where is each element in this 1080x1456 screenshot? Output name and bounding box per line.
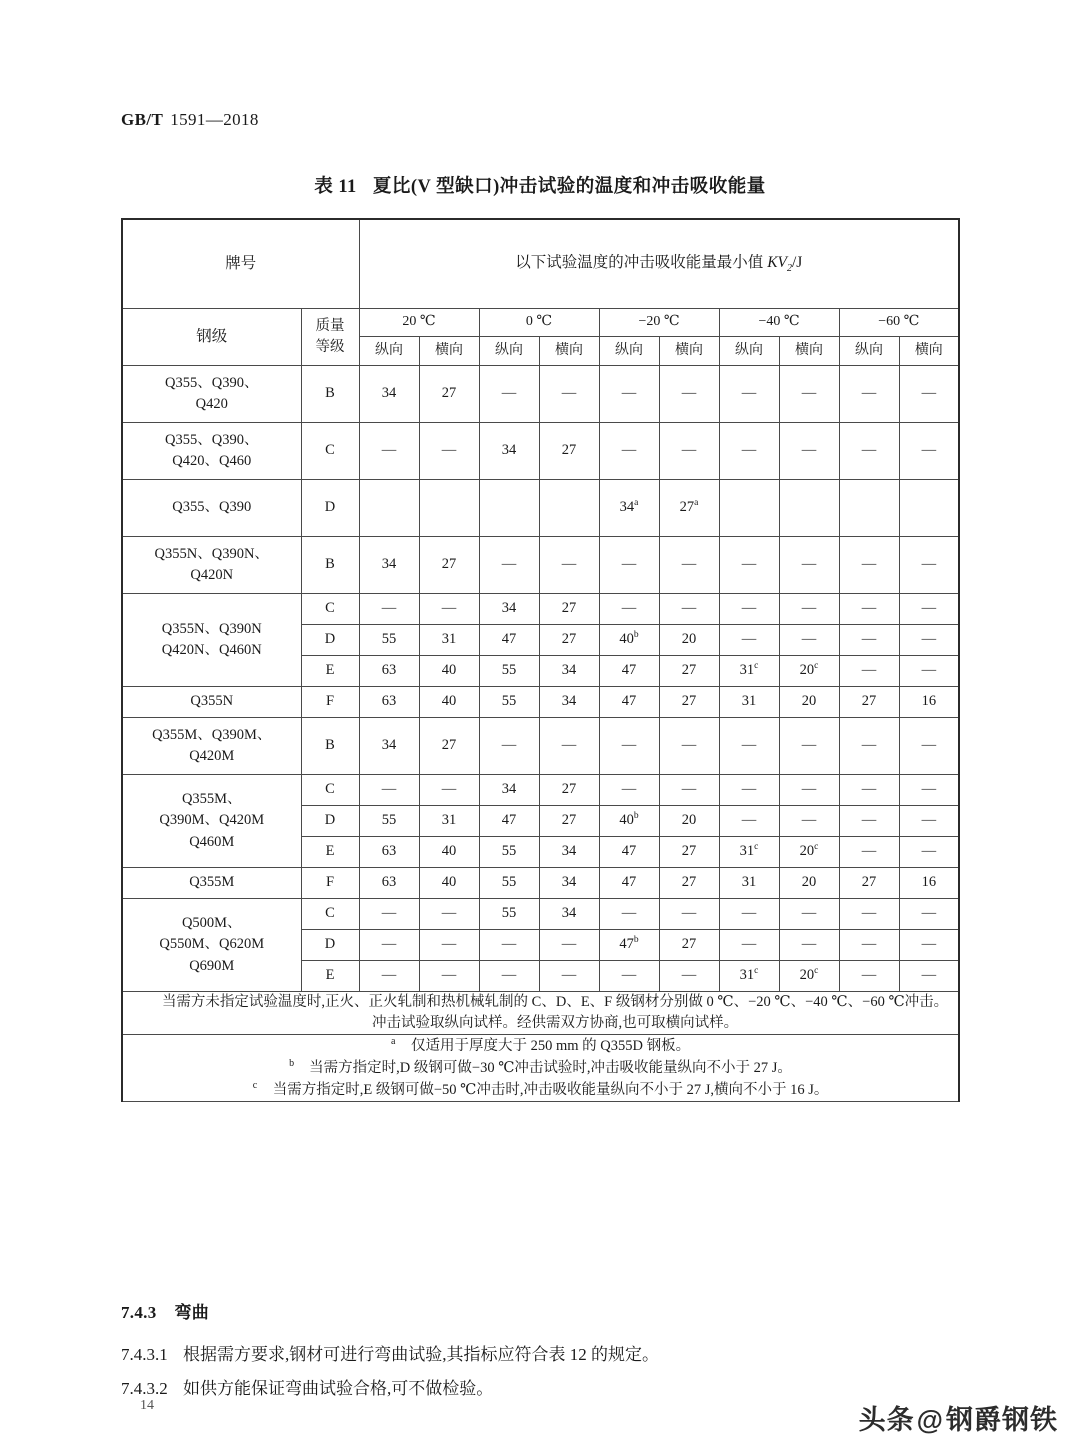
- footnote-marker: b: [633, 935, 639, 946]
- impact-energy-table: [121, 218, 960, 1102]
- cell-impact-value: —: [419, 594, 479, 625]
- watermark-name: 钢爵钢铁: [946, 1405, 1058, 1435]
- cell-impact-value: 40: [419, 868, 479, 899]
- header-dir-long-1: 纵向: [359, 337, 419, 366]
- cell-impact-value: 55: [479, 899, 539, 930]
- footnote-text: 仅适用于厚度大于 250 mm 的 Q355D 钢板。: [411, 1037, 691, 1054]
- cell-impact-value: 27: [539, 625, 599, 656]
- cell-impact-value: —: [839, 837, 899, 868]
- cell-impact-value: —: [479, 366, 539, 423]
- cell-impact-value: 34: [539, 899, 599, 930]
- cell-impact-value: 27: [659, 837, 719, 868]
- cell-impact-value: —: [779, 806, 839, 837]
- cell-steel-grade: Q355M、 Q390M、Q420M Q460M: [122, 775, 301, 868]
- cell-impact-value: 27: [419, 718, 479, 775]
- footnote-mark: b: [289, 1057, 295, 1069]
- watermark: [859, 1398, 1058, 1437]
- cell-impact-value: —: [899, 594, 959, 625]
- cell-impact-value: 40: [419, 656, 479, 687]
- table-row: [122, 423, 959, 480]
- cell-impact-value: —: [899, 961, 959, 992]
- cell-impact-value: —: [779, 366, 839, 423]
- cell-impact-value: —: [599, 718, 659, 775]
- cell-impact-value: 47: [599, 687, 659, 718]
- cell-impact-value: —: [599, 366, 659, 423]
- cell-impact-value: 20: [779, 687, 839, 718]
- cell-impact-value: —: [899, 806, 959, 837]
- cell-impact-value: —: [659, 594, 719, 625]
- cell-impact-value: —: [599, 594, 659, 625]
- cell-impact-value: —: [479, 930, 539, 961]
- section-heading-number: 7.4.3: [121, 1303, 157, 1322]
- cell-impact-value: —: [599, 961, 659, 992]
- table-foot: [122, 992, 959, 1102]
- cell-impact-value: [539, 480, 599, 537]
- header-temp-20: 20 ℃: [359, 309, 479, 337]
- header-energy-unit: /J: [792, 253, 803, 271]
- cell-impact-value: 20$^c$: [779, 656, 839, 687]
- cell-impact-value: —: [659, 423, 719, 480]
- running-head: [121, 110, 259, 130]
- footnote-marker: c: [814, 966, 819, 977]
- cell-impact-value: —: [599, 423, 659, 480]
- footnote-marker: c: [754, 966, 759, 977]
- cell-impact-value: 27: [539, 775, 599, 806]
- cell-impact-value: —: [839, 961, 899, 992]
- standard-number: 1591—2018: [170, 110, 259, 129]
- cell-impact-value: —: [719, 594, 779, 625]
- cell-steel-grade: Q500M、 Q550M、Q620M Q690M: [122, 899, 301, 992]
- cell-impact-value: 34: [539, 837, 599, 868]
- cell-impact-value: —: [839, 594, 899, 625]
- cell-impact-value: 34: [539, 656, 599, 687]
- cell-impact-value: 55: [359, 625, 419, 656]
- cell-impact-value: —: [479, 537, 539, 594]
- header-energy-kv: [767, 253, 792, 274]
- cell-impact-value: —: [899, 366, 959, 423]
- header-quality: [301, 309, 359, 366]
- cell-impact-value: 47: [479, 625, 539, 656]
- cell-impact-value: —: [839, 423, 899, 480]
- header-temp-m40: −40 ℃: [719, 309, 839, 337]
- cell-quality-grade: D: [301, 930, 359, 961]
- section-heading-743: [121, 1298, 209, 1323]
- standard-code: GB/T: [121, 110, 164, 129]
- cell-impact-value: 63: [359, 656, 419, 687]
- cell-impact-value: —: [719, 930, 779, 961]
- cell-impact-value: —: [599, 899, 659, 930]
- table-11-container: [121, 218, 959, 1102]
- paragraph-7432: [121, 1374, 493, 1399]
- footnote-marker: c: [754, 661, 759, 672]
- table-row: [122, 718, 959, 775]
- header-dir-long-2: 纵向: [479, 337, 539, 366]
- table-note: 冲击试验取纵向试样。经供需双方协商,也可取横向试样。: [372, 1015, 739, 1032]
- cell-impact-value: —: [659, 537, 719, 594]
- table-footnotes: [122, 1035, 959, 1102]
- cell-steel-grade: Q355N、Q390N、 Q420N: [122, 537, 301, 594]
- cell-impact-value: —: [719, 806, 779, 837]
- cell-impact-value: 63: [359, 868, 419, 899]
- table-caption: [0, 172, 1080, 198]
- cell-impact-value: [779, 480, 839, 537]
- kv-subscript: 2: [787, 262, 792, 274]
- table-caption-label: 表 11: [314, 177, 357, 197]
- cell-impact-value: 47: [599, 837, 659, 868]
- cell-steel-grade: Q355M: [122, 868, 301, 899]
- table-footnote: [123, 1057, 958, 1079]
- cell-impact-value: —: [659, 366, 719, 423]
- cell-impact-value: —: [719, 423, 779, 480]
- cell-impact-value: 16: [899, 687, 959, 718]
- cell-impact-value: 34: [479, 423, 539, 480]
- cell-impact-value: —: [899, 899, 959, 930]
- cell-impact-value: 31: [419, 625, 479, 656]
- cell-impact-value: —: [779, 625, 839, 656]
- cell-impact-value: 20: [659, 806, 719, 837]
- cell-impact-value: [419, 480, 479, 537]
- header-row-temps: [122, 309, 959, 337]
- paragraph-7432-number: 7.4.3.2: [121, 1379, 168, 1398]
- cell-impact-value: —: [539, 537, 599, 594]
- header-dir-trans-4: 横向: [779, 337, 839, 366]
- table-row: [122, 480, 959, 537]
- cell-impact-value: —: [719, 899, 779, 930]
- cell-impact-value: —: [419, 899, 479, 930]
- paragraph-7432-text: 如供方能保证弯曲试验合格,可不做检验。: [183, 1379, 494, 1398]
- cell-quality-grade: B: [301, 537, 359, 594]
- cell-quality-grade: F: [301, 687, 359, 718]
- cell-impact-value: —: [719, 625, 779, 656]
- cell-impact-value: [359, 480, 419, 537]
- cell-steel-grade: Q355M、Q390M、 Q420M: [122, 718, 301, 775]
- cell-impact-value: —: [719, 537, 779, 594]
- header-energy: [359, 219, 959, 309]
- cell-impact-value: —: [839, 625, 899, 656]
- header-quality-line1: 质量: [315, 317, 345, 334]
- footnote-marker: c: [754, 842, 759, 853]
- section-heading-title: 弯曲: [174, 1303, 210, 1322]
- cell-impact-value: —: [539, 930, 599, 961]
- header-dir-long-5: 纵向: [839, 337, 899, 366]
- table-row: [122, 594, 959, 625]
- cell-quality-grade: C: [301, 423, 359, 480]
- paragraph-7431-text: 根据需方要求,钢材可进行弯曲试验,其指标应符合表 12 的规定。: [183, 1345, 659, 1364]
- cell-impact-value: 31$^c$: [719, 837, 779, 868]
- cell-impact-value: 20: [779, 868, 839, 899]
- table-footnote: [123, 1035, 958, 1057]
- cell-impact-value: 27: [539, 423, 599, 480]
- cell-impact-value: —: [779, 775, 839, 806]
- cell-impact-value: —: [359, 775, 419, 806]
- cell-impact-value: 27: [659, 930, 719, 961]
- cell-quality-grade: D: [301, 625, 359, 656]
- cell-impact-value: —: [539, 961, 599, 992]
- cell-impact-value: 27: [539, 806, 599, 837]
- header-grade: 钢级: [122, 309, 301, 366]
- cell-impact-value: —: [539, 718, 599, 775]
- header-temp-0: 0 ℃: [479, 309, 599, 337]
- cell-impact-value: —: [419, 961, 479, 992]
- cell-impact-value: —: [659, 899, 719, 930]
- cell-impact-value: —: [839, 718, 899, 775]
- cell-impact-value: 20$^c$: [779, 961, 839, 992]
- cell-impact-value: —: [899, 837, 959, 868]
- cell-impact-value: 47: [599, 868, 659, 899]
- cell-impact-value: —: [479, 961, 539, 992]
- cell-impact-value: —: [899, 423, 959, 480]
- cell-impact-value: —: [839, 775, 899, 806]
- cell-impact-value: 31$^c$: [719, 961, 779, 992]
- cell-impact-value: 40: [419, 837, 479, 868]
- cell-impact-value: 47: [479, 806, 539, 837]
- cell-impact-value: 31: [719, 687, 779, 718]
- footnote-marker: c: [814, 661, 819, 672]
- header-quality-line2: 等级: [315, 339, 345, 355]
- cell-impact-value: —: [659, 718, 719, 775]
- footnote-marker: b: [633, 811, 639, 822]
- cell-impact-value: —: [479, 718, 539, 775]
- cell-quality-grade: E: [301, 656, 359, 687]
- cell-impact-value: [839, 480, 899, 537]
- cell-impact-value: 31: [419, 806, 479, 837]
- cell-impact-value: 34: [359, 718, 419, 775]
- cell-impact-value: —: [659, 775, 719, 806]
- footnotes-row: [122, 1035, 959, 1102]
- cell-impact-value: 34: [479, 594, 539, 625]
- cell-impact-value: —: [719, 775, 779, 806]
- cell-steel-grade: Q355、Q390、 Q420、Q460: [122, 423, 301, 480]
- cell-impact-value: —: [719, 718, 779, 775]
- cell-steel-grade: Q355N、Q390N Q420N、Q460N: [122, 594, 301, 687]
- cell-impact-value: —: [839, 806, 899, 837]
- cell-impact-value: 40: [419, 687, 479, 718]
- cell-impact-value: —: [719, 366, 779, 423]
- cell-impact-value: —: [839, 366, 899, 423]
- footnote-mark: c: [252, 1079, 258, 1091]
- header-dir-trans-2: 横向: [539, 337, 599, 366]
- cell-impact-value: —: [899, 625, 959, 656]
- table-row: [122, 868, 959, 899]
- cell-impact-value: [719, 480, 779, 537]
- header-dir-long-4: 纵向: [719, 337, 779, 366]
- cell-impact-value: 27: [839, 868, 899, 899]
- table-footnote: [123, 1079, 958, 1101]
- table-row: [122, 775, 959, 806]
- footnote-marker: a: [694, 498, 699, 509]
- cell-impact-value: —: [659, 961, 719, 992]
- table-row: [122, 537, 959, 594]
- footnote-marker: b: [633, 630, 639, 641]
- cell-impact-value: 31: [719, 868, 779, 899]
- cell-impact-value: 31$^c$: [719, 656, 779, 687]
- cell-impact-value: 27: [659, 656, 719, 687]
- cell-impact-value: —: [839, 899, 899, 930]
- header-row-top: [122, 219, 959, 309]
- cell-impact-value: —: [599, 775, 659, 806]
- notes-row: [122, 992, 959, 1035]
- cell-impact-value: —: [779, 594, 839, 625]
- cell-impact-value: —: [359, 961, 419, 992]
- watermark-prefix: 头条: [858, 1405, 915, 1435]
- cell-impact-value: 55: [359, 806, 419, 837]
- cell-impact-value: [479, 480, 539, 537]
- cell-quality-grade: D: [301, 480, 359, 537]
- cell-impact-value: —: [779, 718, 839, 775]
- cell-impact-value: 40$^b$: [599, 806, 659, 837]
- cell-impact-value: 27: [539, 594, 599, 625]
- table-note: 当需方未指定试验温度时,正火、正火轧制和热机械轧制的 C、D、E、F 级钢材分别做 0 ℃、−20 ℃、−40 ℃、−60 ℃冲击。: [161, 994, 949, 1010]
- footnote-text: 当需方指定时,D 级钢可做−30 ℃冲击试验时,冲击吸收能量纵向不小于 27 J。: [309, 1059, 792, 1076]
- header-dir-trans-5: 横向: [899, 337, 959, 366]
- table-row: [122, 899, 959, 930]
- table-row: [122, 366, 959, 423]
- cell-impact-value: —: [839, 656, 899, 687]
- header-temp-m60: −60 ℃: [839, 309, 959, 337]
- table-caption-title: 夏比(V 型缺口)冲击试验的温度和冲击吸收能量: [372, 177, 766, 197]
- cell-impact-value: 27: [659, 868, 719, 899]
- cell-quality-grade: C: [301, 899, 359, 930]
- cell-quality-grade: E: [301, 837, 359, 868]
- cell-steel-grade: Q355、Q390、 Q420: [122, 366, 301, 423]
- cell-quality-grade: F: [301, 868, 359, 899]
- cell-impact-value: 34: [539, 868, 599, 899]
- cell-impact-value: —: [899, 656, 959, 687]
- cell-impact-value: —: [779, 423, 839, 480]
- table-body: [122, 366, 959, 992]
- cell-impact-value: —: [359, 594, 419, 625]
- cell-quality-grade: C: [301, 775, 359, 806]
- cell-impact-value: 47$^b$: [599, 930, 659, 961]
- cell-impact-value: 34: [479, 775, 539, 806]
- cell-impact-value: —: [899, 537, 959, 594]
- cell-impact-value: —: [599, 537, 659, 594]
- table-notes: [122, 992, 959, 1035]
- cell-impact-value: —: [839, 537, 899, 594]
- cell-impact-value: —: [899, 930, 959, 961]
- cell-impact-value: —: [419, 423, 479, 480]
- cell-impact-value: 40$^b$: [599, 625, 659, 656]
- cell-impact-value: 27: [659, 687, 719, 718]
- cell-impact-value: —: [539, 366, 599, 423]
- cell-impact-value: 47: [599, 656, 659, 687]
- cell-quality-grade: D: [301, 806, 359, 837]
- cell-impact-value: —: [419, 930, 479, 961]
- cell-impact-value: —: [419, 775, 479, 806]
- header-dir-trans-3: 横向: [659, 337, 719, 366]
- header-brand: 牌号: [122, 219, 359, 309]
- header-temp-m20: −20 ℃: [599, 309, 719, 337]
- cell-quality-grade: B: [301, 366, 359, 423]
- cell-impact-value: —: [899, 775, 959, 806]
- table-head: [122, 219, 959, 366]
- cell-impact-value: 63: [359, 837, 419, 868]
- cell-quality-grade: B: [301, 718, 359, 775]
- cell-impact-value: —: [359, 899, 419, 930]
- cell-impact-value: [899, 480, 959, 537]
- cell-steel-grade: Q355N: [122, 687, 301, 718]
- cell-impact-value: 55: [479, 837, 539, 868]
- cell-impact-value: 27$^a$: [659, 480, 719, 537]
- cell-impact-value: —: [899, 718, 959, 775]
- cell-impact-value: 55: [479, 687, 539, 718]
- footnote-marker: a: [634, 498, 639, 509]
- cell-impact-value: 27: [839, 687, 899, 718]
- cell-steel-grade: Q355、Q390: [122, 480, 301, 537]
- cell-quality-grade: C: [301, 594, 359, 625]
- watermark-at-icon: @: [916, 1405, 944, 1435]
- footnote-marker: c: [814, 842, 819, 853]
- cell-impact-value: 55: [479, 656, 539, 687]
- cell-impact-value: 63: [359, 687, 419, 718]
- cell-impact-value: —: [839, 930, 899, 961]
- kv-symbol: KV: [767, 253, 787, 271]
- cell-impact-value: —: [779, 899, 839, 930]
- cell-impact-value: 34$^a$: [599, 480, 659, 537]
- cell-impact-value: 20$^c$: [779, 837, 839, 868]
- cell-impact-value: 34: [539, 687, 599, 718]
- cell-impact-value: —: [779, 930, 839, 961]
- paragraph-7431: [121, 1340, 659, 1365]
- cell-impact-value: 55: [479, 868, 539, 899]
- header-dir-trans-1: 横向: [419, 337, 479, 366]
- cell-impact-value: 34: [359, 366, 419, 423]
- cell-impact-value: 27: [419, 537, 479, 594]
- header-dir-long-3: 纵向: [599, 337, 659, 366]
- footnote-mark: a: [391, 1036, 396, 1048]
- cell-impact-value: 27: [419, 366, 479, 423]
- page-number: 14: [140, 1398, 154, 1413]
- cell-impact-value: —: [779, 537, 839, 594]
- cell-impact-value: 34: [359, 537, 419, 594]
- cell-impact-value: —: [359, 930, 419, 961]
- cell-impact-value: 16: [899, 868, 959, 899]
- header-energy-prefix: 以下试验温度的冲击吸收能量最小值: [515, 253, 768, 271]
- table-row: [122, 687, 959, 718]
- cell-impact-value: 20: [659, 625, 719, 656]
- cell-impact-value: —: [359, 423, 419, 480]
- footnote-text: 当需方指定时,E 级钢可做−50 ℃冲击时,冲击吸收能量纵向不小于 27 J,横向不小于 16 J。: [272, 1081, 829, 1098]
- paragraph-7431-number: 7.4.3.1: [121, 1345, 168, 1364]
- cell-quality-grade: E: [301, 961, 359, 992]
